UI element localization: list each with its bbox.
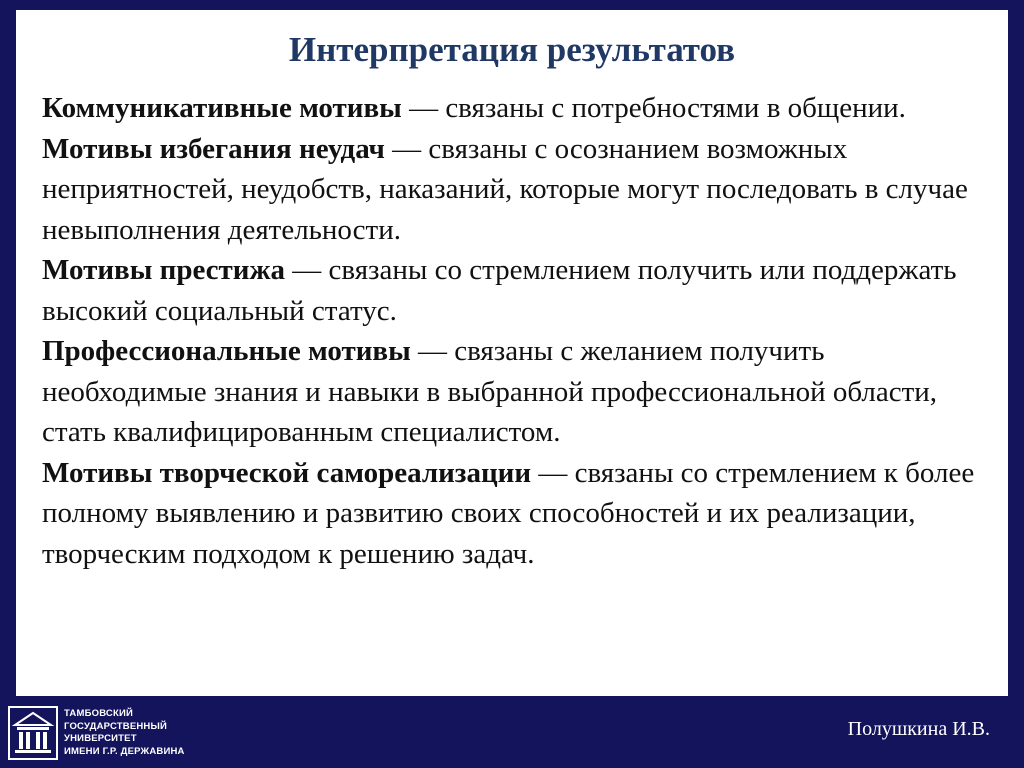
motive-term: Мотивы престижа — [42, 254, 286, 286]
slide-footer — [0, 696, 1024, 768]
university-name-line: УНИВЕРСИТЕТ — [64, 733, 137, 744]
university-name-line: ТАМБОВСКИЙ — [64, 708, 134, 719]
motive-description: — связаны со стремлением к более полному выявлению и развитию своих способностей и их реализации, творческим подходом к решению задач. — [42, 456, 975, 570]
slide-body — [42, 88, 992, 574]
university-name-line: ГОСУДАРСТВЕННЫЙ — [64, 720, 168, 732]
author-name: Полушкина И.В. — [847, 718, 990, 740]
slide-content — [16, 10, 1008, 696]
university-name-line: ИМЕНИ Г.Р. ДЕРЖАВИНА — [64, 745, 185, 757]
motive-entry-professional — [42, 331, 992, 453]
motive-term: Профессиональные мотивы — [42, 335, 411, 367]
motive-term: Коммуникативные мотивы — [42, 92, 402, 124]
motive-description: — связаны со стремлением получить или поддержать высокий социальный статус. — [42, 254, 957, 327]
university-name — [64, 708, 185, 758]
motive-entry-creative-self-realization — [42, 453, 992, 575]
motive-entry-communicative — [42, 88, 992, 129]
motive-entry-prestige — [42, 250, 992, 331]
slide-title: Интерпретация результатов — [288, 30, 736, 69]
motive-term: Мотивы избегания неудач — [42, 132, 385, 165]
university-logo — [8, 706, 185, 760]
university-building-icon — [8, 706, 58, 760]
motive-term: Мотивы творческой самореализации — [42, 456, 532, 489]
motive-description: — связаны с желанием получить необходимые знания и навыки в выбранной профессиональной области, стать квалифицированным специалистом. — [42, 335, 938, 448]
motive-description: — связаны с осознанием возможных неприятностей, неудобств, наказаний, которые могут последовать в случае невыполнения деятельности. — [42, 132, 968, 246]
motive-description: — связаны с потребностями в общении. — [401, 92, 906, 124]
motive-entry-failure-avoidance — [42, 129, 992, 251]
